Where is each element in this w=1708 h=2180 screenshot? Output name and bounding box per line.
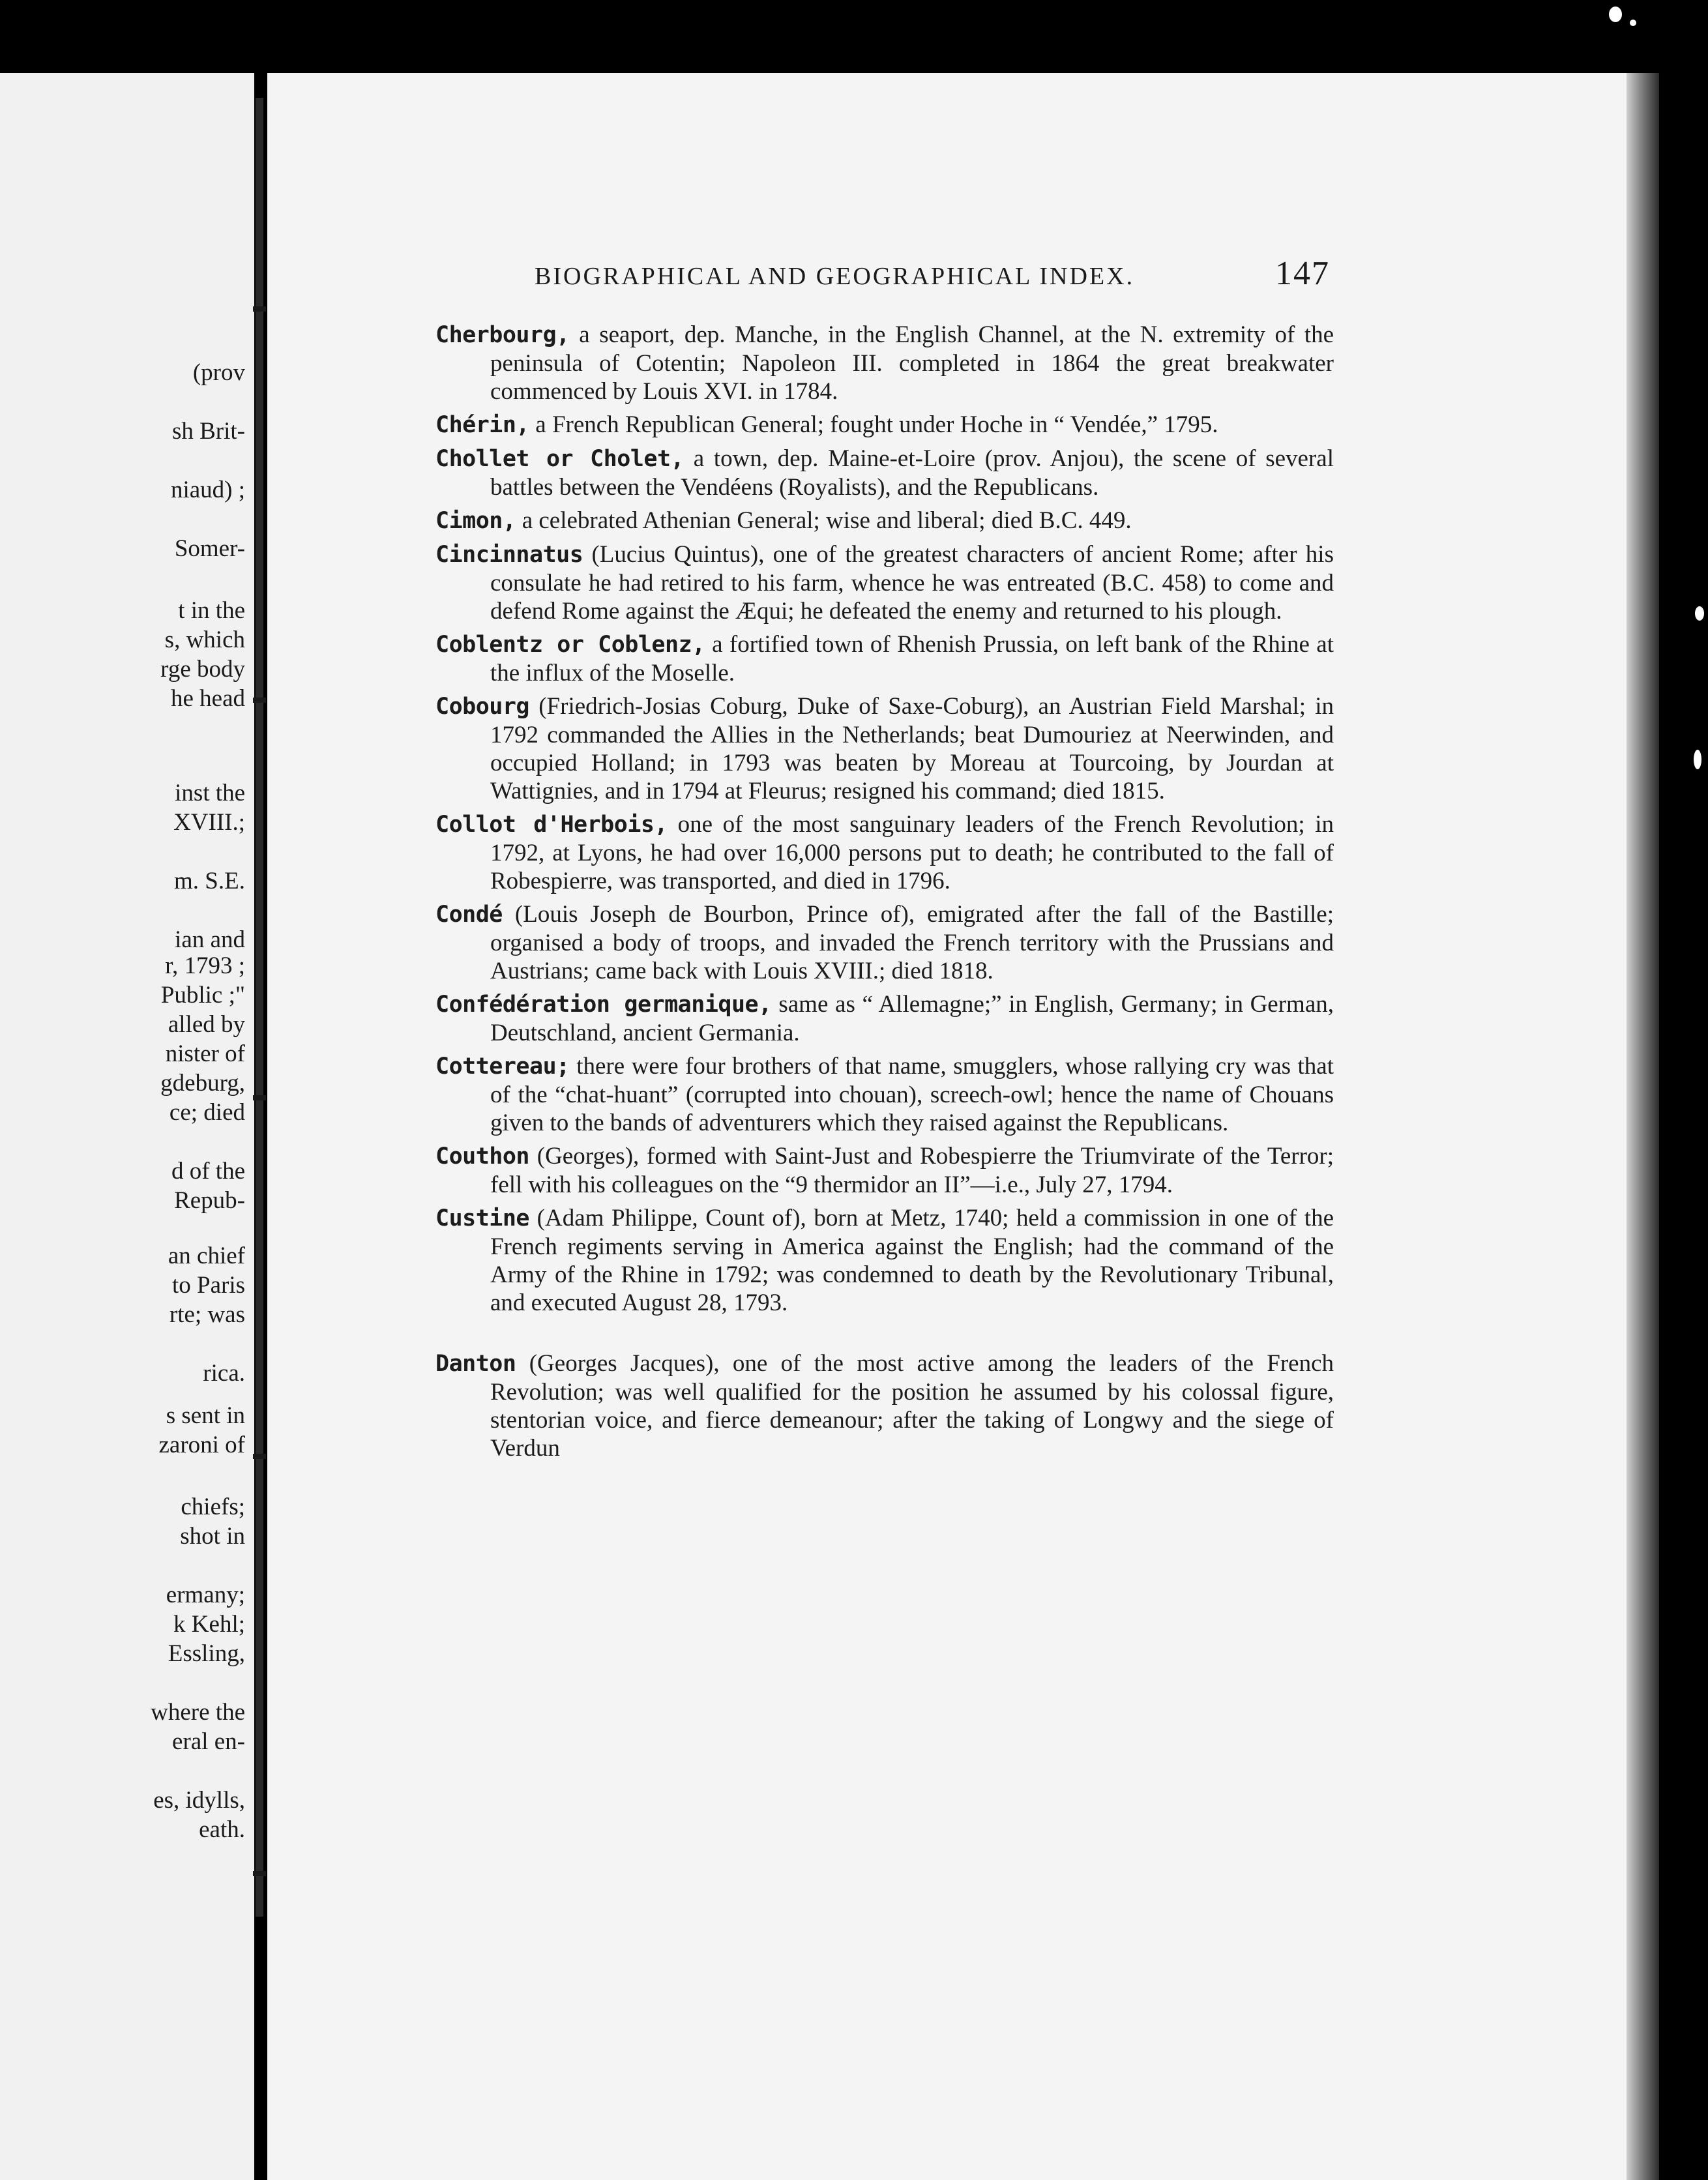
entry-headword: Cottereau; [435, 1053, 570, 1080]
left-page-fragment [0, 73, 254, 2180]
left-page-line: t in the [178, 597, 245, 624]
entry-text: same as “ Allemagne;” in English, Germany; in German, Deutschland, ancient Germania. [490, 991, 1334, 1046]
entry-headword: Confédération germanique, [435, 992, 772, 1018]
binding-tick [253, 306, 266, 312]
entry-headword: Coblentz or Coblenz, [435, 632, 705, 658]
left-page-line: where the [151, 1699, 245, 1726]
index-entry [435, 1142, 1334, 1199]
entry-headword: Danton [435, 1351, 516, 1377]
left-page-line: sh Brit- [171, 418, 245, 445]
left-page-line: rte; was [169, 1301, 245, 1328]
left-page-line: ce; died [169, 1099, 245, 1126]
left-page-line: inst the [175, 780, 245, 806]
left-page-line: zaroni of [158, 1432, 245, 1458]
entry-headword: Cincinnatus [435, 542, 583, 568]
entry-headword: Cobourg [435, 694, 530, 720]
scan-speck [1630, 20, 1636, 26]
left-page-line: r, 1793 ; [165, 952, 245, 979]
left-page-line: eath. [199, 1816, 245, 1843]
gutter-binding [256, 98, 263, 1917]
entry-text: a seaport, dep. Manche, in the English Channel, at the N. extremity of the peninsula of Cotentin; Napoleon III. completed in 1864 the great breakwater commenced by Louis XVI. in 1784. [490, 321, 1334, 405]
index-entry [435, 540, 1334, 625]
index-entry [435, 507, 1334, 535]
entry-headword: Cherbourg, [435, 322, 570, 348]
left-page-line: rica. [203, 1360, 245, 1387]
binding-tick [253, 698, 266, 703]
index-entry [435, 900, 1334, 985]
left-page-line: eral en- [172, 1728, 245, 1755]
scan-speck [1694, 750, 1701, 769]
entry-headword: Custine [435, 1205, 530, 1231]
left-page-line: nister of [165, 1040, 245, 1067]
page-edge-shadow [1627, 73, 1659, 2180]
entry-text: one of the most sanguinary leaders of the French Revolution; in 1792, at Lyons, he had over 16,000 persons put to death; he contributed to the fall of Robespierre, was transported, and died in 1796. [490, 811, 1334, 894]
left-page-line: Repub- [174, 1187, 245, 1214]
left-page-line: chiefs; [181, 1494, 245, 1520]
left-page-line: he head [170, 685, 245, 712]
index-entry [435, 1052, 1334, 1137]
index-entry [435, 990, 1334, 1047]
entry-headword: Chollet or Cholet, [435, 446, 685, 472]
entry-text: (Lucius Quintus), one of the greatest characters of ancient Rome; after his consulate he had retired to his farm, whence he was entreated (B.C. 458) to come and defend Rome against the Æqui; he defeated the enemy and returned to his plough. [490, 541, 1334, 625]
binding-tick [253, 1095, 266, 1100]
entry-headword: Chérin, [435, 412, 530, 438]
entry-text: (Louis Joseph de Bourbon, Prince of), emigrated after the fall of the Bastille; organised a body of troops, and invaded the French territory with the Prussians and Austrians; came back with Louis XVIII.; died 1818. [490, 901, 1334, 984]
entry-text: a celebrated Athenian General; wise and liberal; died B.C. 449. [522, 507, 1132, 534]
left-page-line: XVIII.; [173, 809, 245, 836]
left-page-line: s, which [164, 626, 245, 653]
left-page-line: d of the [171, 1158, 245, 1185]
binding-tick [253, 1454, 266, 1459]
entry-headword: Condé [435, 902, 503, 928]
left-page-line: s sent in [166, 1402, 245, 1429]
index-entry [435, 321, 1334, 405]
page-number: 147 [1275, 255, 1330, 292]
left-page-line: (prov [192, 359, 245, 386]
index-entry [435, 810, 1334, 895]
index-entry [435, 630, 1334, 687]
left-page-line: Essling, [168, 1640, 245, 1667]
entry-text: a French Republican General; fought under Hoche in “ Vendée,” 1795. [535, 411, 1218, 438]
left-page-line: shot in [180, 1523, 245, 1550]
left-page-line: rge body [160, 656, 245, 683]
entry-text: a fortified town of Rhenish Prussia, on left bank of the Rhine at the influx of the Moselle. [490, 631, 1334, 686]
left-page-line: alled by [168, 1011, 245, 1038]
entry-text: (Georges), formed with Saint-Just and Robespierre the Triumvirate of the Terror; fell with his colleagues on the “9 thermidor an II”—i.e., July 27, 1794. [490, 1143, 1334, 1198]
entry-text: (Georges Jacques), one of the most active among the leaders of the French Revolution; was well qualified for the position he assumed by his colossal figure, stentorian voice, and fierce demeanour; after the taking of Longwy and the siege of Verdun [490, 1350, 1334, 1462]
left-page-line: Somer- [174, 535, 245, 562]
entry-headword: Couthon [435, 1143, 530, 1170]
left-page-line: es, idylls, [153, 1787, 245, 1814]
entry-text: (Friedrich-Josias Coburg, Duke of Saxe-Coburg), an Austrian Field Marshal; in 1792 commanded the Allies in the Netherlands; beat Dumouriez at Neerwinden, and occupied Holland; in 1793 was beaten by Moreau at Tourcoing, by Jourdan at Wattignies, and in 1794 at Fleurus; resigned his command; died 1815. [490, 693, 1334, 804]
entry-headword: Cimon, [435, 508, 516, 534]
entry-text: there were four brothers of that name, smugglers, whose rallying cry was that of the “chat-huant” (corrupted into chouan), screech-owl; hence the name of Chouans given to the bands of adventurers which they raised against the Republicans. [490, 1053, 1334, 1136]
left-page-line: k Kehl; [173, 1611, 245, 1638]
left-page-line: niaud) ; [170, 477, 245, 503]
index-entry [435, 1349, 1334, 1462]
left-page-line: ian and [175, 926, 245, 953]
entry-text: a town, dep. Maine-et-Loire (prov. Anjou), the scene of several battles between the Vendéens (Royalists), and the Republicans. [490, 445, 1334, 501]
left-page-line: gdeburg, [160, 1070, 245, 1097]
binding-tick [253, 1871, 266, 1876]
scan-speck [1695, 606, 1704, 621]
left-page-line: m. S.E. [174, 868, 245, 894]
running-head: BIOGRAPHICAL AND GEOGRAPHICAL INDEX. [535, 263, 1135, 290]
entry-text: (Adam Philippe, Count of), born at Metz, 1740; held a commission in one of the French regiments serving in America against the English; had the command of the Army of the Rhine in 1792; was condemned to death by the Revolutionary Tribunal, and executed August 28, 1793. [490, 1205, 1334, 1316]
scan-speck [1609, 7, 1622, 22]
page-header [535, 254, 1330, 293]
index-entries [435, 321, 1334, 1467]
index-entry [435, 411, 1334, 439]
left-page-line: an chief [168, 1243, 245, 1269]
left-page-line: Public ;" [160, 982, 245, 1009]
entry-headword: Collot d'Herbois, [435, 812, 668, 838]
index-entry [435, 445, 1334, 501]
index-entry [435, 692, 1334, 805]
index-entry [435, 1204, 1334, 1317]
left-page-line: to Paris [171, 1272, 245, 1299]
left-page-line: ermany; [166, 1582, 245, 1608]
